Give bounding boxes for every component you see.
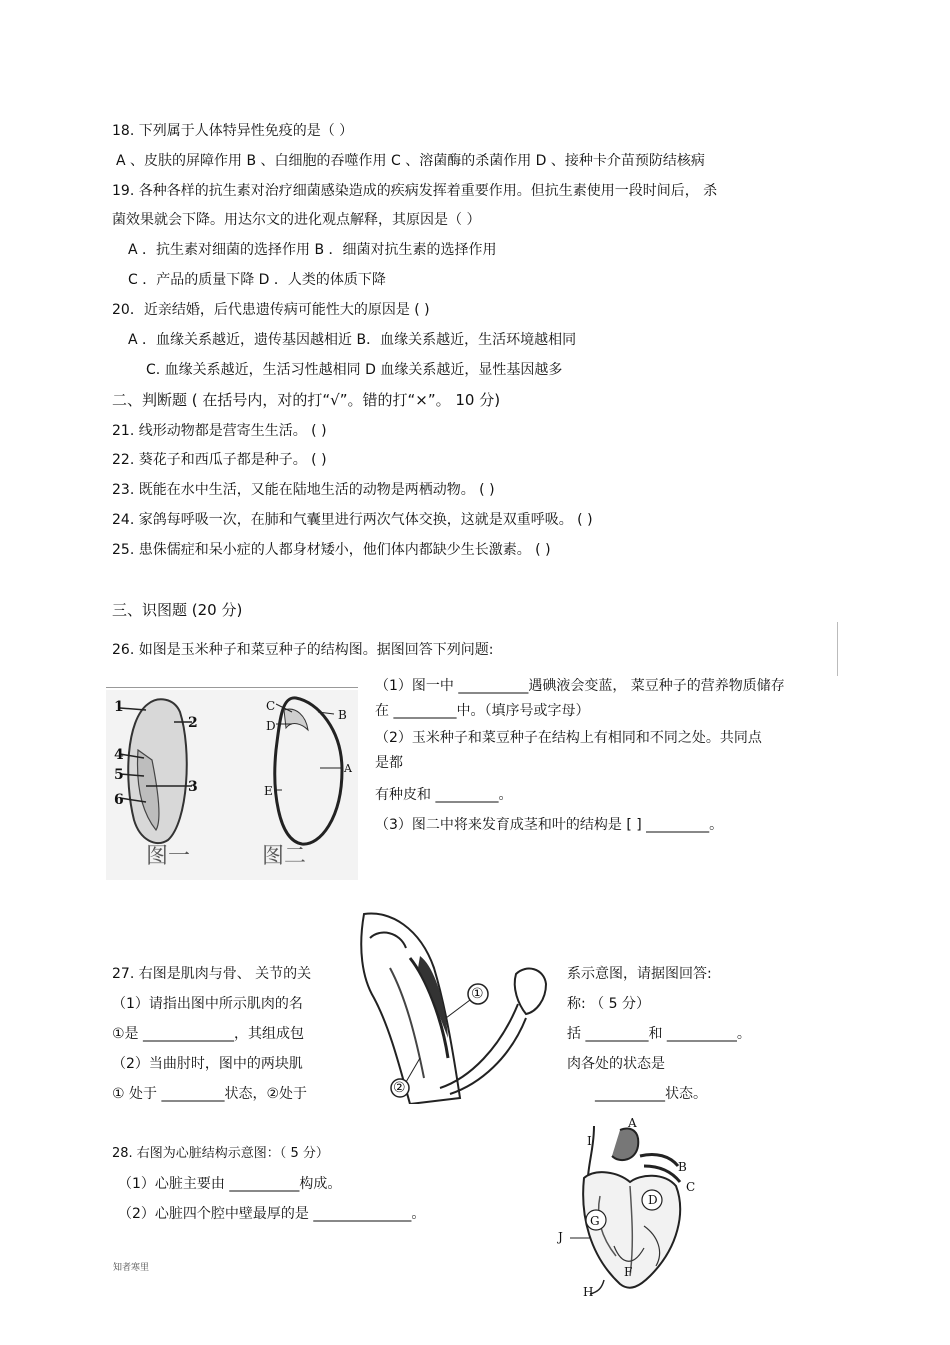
q19-stem-line2: 菌效果就会下降。用达尔文的进化观点解释，其原因是（ ） — [112, 212, 481, 228]
q26-part1-line1: （1）图一中 __________遇碘液会变蓝， 菜豆种子的营养物质储存 — [375, 678, 785, 694]
fig1-label-4: 4 — [114, 747, 124, 763]
fig1-label-3: 3 — [188, 779, 198, 795]
arm-mark-1: ① — [471, 986, 484, 1002]
q24: 24. 家鸽每呼吸一次，在肺和气囊里进行两次气体交换，这就是双重呼吸。 ( ) — [112, 512, 593, 528]
fig2-label-d: D — [266, 719, 276, 733]
q26-part1-line2: 在 _________中。（填序号或字母） — [375, 703, 590, 719]
q27-line3-right: 括 _________和 __________。 — [567, 1026, 751, 1042]
q22: 22. 葵花子和西瓜子都是种子。 ( ) — [112, 452, 327, 468]
q27-line1-left: 27. 右图是肌肉与骨、 关节的关 — [112, 966, 312, 982]
fig1-caption: 图一 — [146, 844, 191, 869]
seed-figures — [106, 690, 358, 880]
fig1-label-1: 1 — [114, 699, 124, 715]
q19-stem-line1: 19. 各种各样的抗生素对治疗细菌感染造成的疾病发挥着重要作用。但抗生素使用一段时间后， 杀 — [112, 183, 718, 199]
heart-label-b: B — [678, 1160, 687, 1174]
q27-line2-left: （1）请指出图中所示肌肉的名 — [112, 996, 303, 1012]
heart-label-c: C — [686, 1180, 696, 1194]
q26-part2-line2: 是都 — [375, 755, 403, 771]
fig1-label-2: 2 — [188, 715, 198, 731]
fig2-label-c: C — [266, 699, 276, 713]
heart-label-i: I — [587, 1134, 592, 1148]
q27-line2-right: 称: （ 5 分） — [567, 996, 650, 1012]
fig1-label-5: 5 — [114, 767, 124, 783]
fig2-caption: 图二 — [262, 844, 307, 869]
q20-options-cd: C. 血缘关系越近，生活习性越相同 D 血缘关系越近，显性基因越多 — [146, 362, 563, 378]
figure-top-rule — [106, 687, 358, 688]
fig2-label-b: B — [338, 708, 347, 722]
q26-part2-line3: 有种皮和 _________。 — [375, 787, 513, 803]
q18-options: A 、皮肤的屏障作用 B 、白细胞的吞噬作用 C 、溶菌酶的杀菌作用 D 、接种卡介苗预防结核病 — [116, 153, 705, 169]
section-3-title: 三、识图题 (20 分) — [112, 601, 243, 619]
arm-muscle-diagram — [350, 908, 550, 1104]
heart-label-d: D — [648, 1193, 658, 1207]
q27-line3-left: ①是 _____________，其组成包 — [112, 1026, 305, 1042]
fig2-label-e: E — [264, 784, 273, 798]
margin-mark — [837, 622, 838, 676]
q27-line4-left: （2）当曲肘时，图中的两块肌 — [112, 1056, 303, 1072]
fig1-label-6: 6 — [114, 792, 124, 808]
q20-stem: 20．近亲结婚，后代患遗传病可能性大的原因是 ( ) — [112, 302, 430, 318]
heart-label-f: F — [624, 1265, 633, 1279]
q25: 25. 患侏儒症和呆小症的人都身材矮小，他们体内都缺少生长激素。 ( ) — [112, 542, 551, 558]
heart-label-h: H — [583, 1285, 594, 1299]
q27-line5-left: ① 处于 _________状态，②处于 — [112, 1086, 308, 1102]
q26-part3: （3）图二中将来发育成茎和叶的结构是 [ ] _________。 — [375, 817, 724, 833]
q28-stem: 28. 右图为心脏结构示意图：（ 5 分） — [112, 1146, 329, 1161]
q27-line4-right: 肉各处的状态是 — [567, 1056, 665, 1072]
q26-stem: 26. 如图是玉米种子和菜豆种子的结构图。据图回答下列问题: — [112, 642, 494, 658]
q20-options-ab: A ．血缘关系越近，遗传基因越相近 B．血缘关系越近，生活环境越相同 — [128, 332, 577, 348]
fig2-label-a: A — [344, 762, 352, 775]
section-2-title: 二、判断题 ( 在括号内，对的打“√”。错的打“×”。 10 分) — [112, 391, 501, 409]
q26-part2-line1: （2）玉米种子和菜豆种子在结构上有相同和不同之处。共同点 — [375, 730, 762, 746]
q19-options-ab: A ．抗生素对细菌的选择作用 B ．细菌对抗生素的选择作用 — [128, 242, 497, 258]
q27-line5-right: __________状态。 — [595, 1086, 707, 1102]
heart-label-g: G — [590, 1214, 600, 1228]
q28-part1: （1）心脏主要由 __________构成。 — [118, 1176, 342, 1192]
q27-line1-right: 系示意图，请据图回答: — [567, 966, 712, 982]
q23: 23. 既能在水中生活，又能在陆地生活的动物是两栖动物。 ( ) — [112, 482, 495, 498]
heart-label-a: A — [628, 1116, 637, 1130]
arm-mark-2: ② — [393, 1080, 406, 1096]
q19-options-cd: C ．产品的质量下降 D ．人类的体质下降 — [128, 272, 386, 288]
heart-label-j: J — [558, 1230, 563, 1244]
q28-part2: （2）心脏四个腔中壁最厚的是 ______________。 — [118, 1206, 426, 1222]
q21: 21. 线形动物都是营寄生生活。 ( ) — [112, 423, 327, 439]
q18-stem: 18. 下列属于人体特异性免疫的是（ ） — [112, 123, 354, 139]
footer-watermark: 知者寒里 — [113, 1263, 150, 1273]
